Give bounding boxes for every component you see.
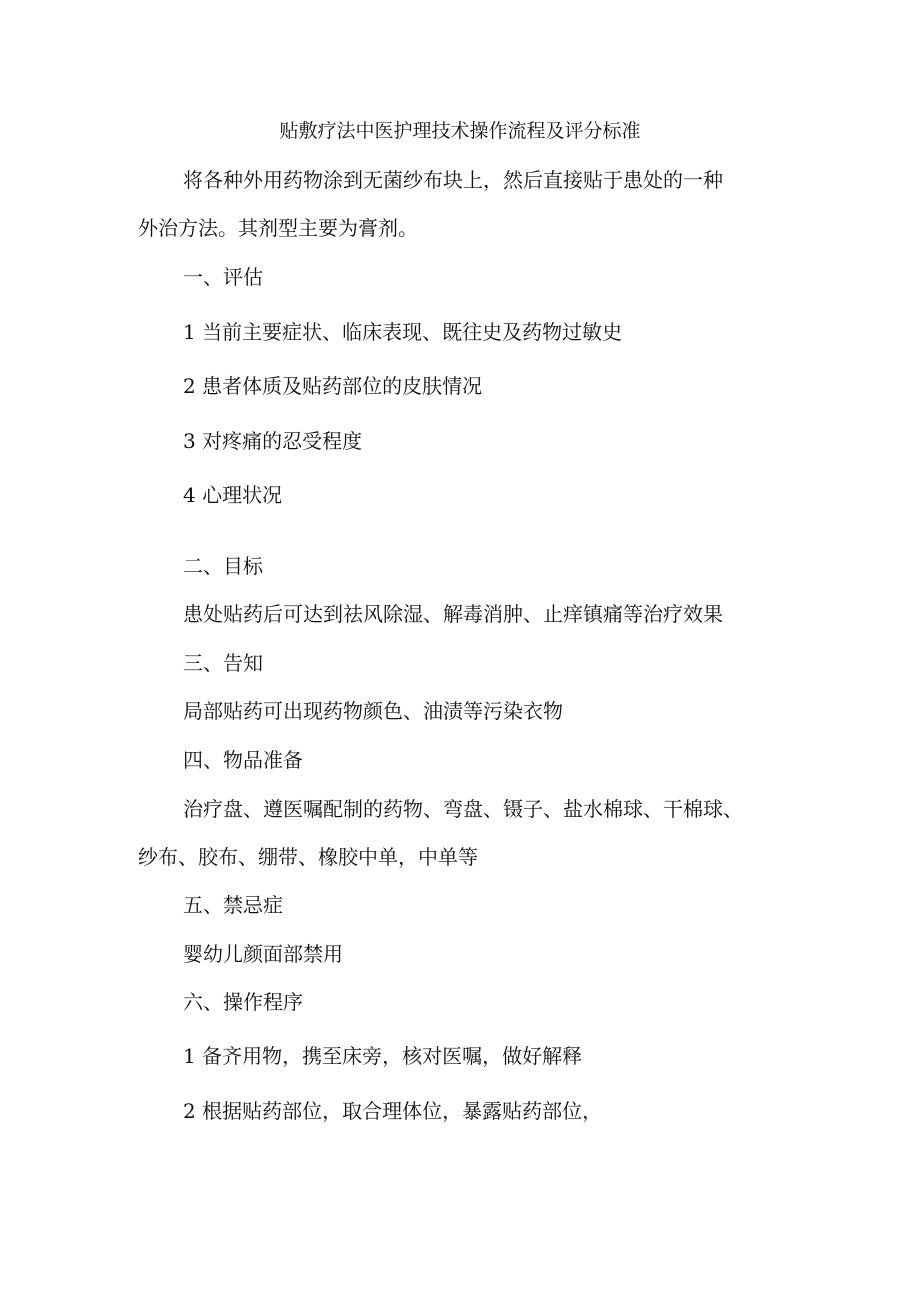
section-heading-assessment: 一、评估 xyxy=(183,265,263,289)
assessment-item-4: 4 心理状况 xyxy=(183,483,283,507)
goal-text: 患处贴药后可达到祛风除湿、解毒消肿、止痒镇痛等治疗效果 xyxy=(183,602,723,626)
supplies-line-1: 治疗盘、遵医嘱配制的药物、弯盘、镊子、盐水棉球、干棉球、 xyxy=(183,797,743,821)
section-heading-inform: 三、告知 xyxy=(183,651,263,675)
intro-line-1: 将各种外用药物涂到无菌纱布块上，然后直接贴于患处的一种 xyxy=(183,168,723,192)
assessment-item-1: 1 当前主要症状、临床表现、既往史及药物过敏史 xyxy=(183,320,623,344)
section-heading-procedure: 六、操作程序 xyxy=(183,990,303,1014)
section-heading-goal: 二、目标 xyxy=(183,554,263,578)
section-heading-contraindication: 五、禁忌症 xyxy=(183,893,283,917)
section-heading-supplies: 四、物品准备 xyxy=(183,748,303,772)
procedure-item-2: 2 根据贴药部位，取合理体位，暴露贴药部位， xyxy=(183,1099,603,1123)
assessment-item-2: 2 患者体质及贴药部位的皮肤情况 xyxy=(183,374,483,398)
supplies-line-2: 纱布、胶布、绷带、橡胶中单，中单等 xyxy=(138,845,478,869)
contraindication-text: 婴幼儿颜面部禁用 xyxy=(183,942,343,966)
assessment-item-3: 3 对疼痛的忍受程度 xyxy=(183,429,363,453)
intro-line-2: 外治方法。其剂型主要为膏剂。 xyxy=(138,216,418,240)
procedure-item-1: 1 备齐用物，携至床旁，核对医嘱，做好解释 xyxy=(183,1044,583,1068)
document-title: 贴敷疗法中医护理技术操作流程及评分标准 xyxy=(279,120,641,142)
inform-text: 局部贴药可出现药物颜色、油渍等污染衣物 xyxy=(183,699,563,723)
